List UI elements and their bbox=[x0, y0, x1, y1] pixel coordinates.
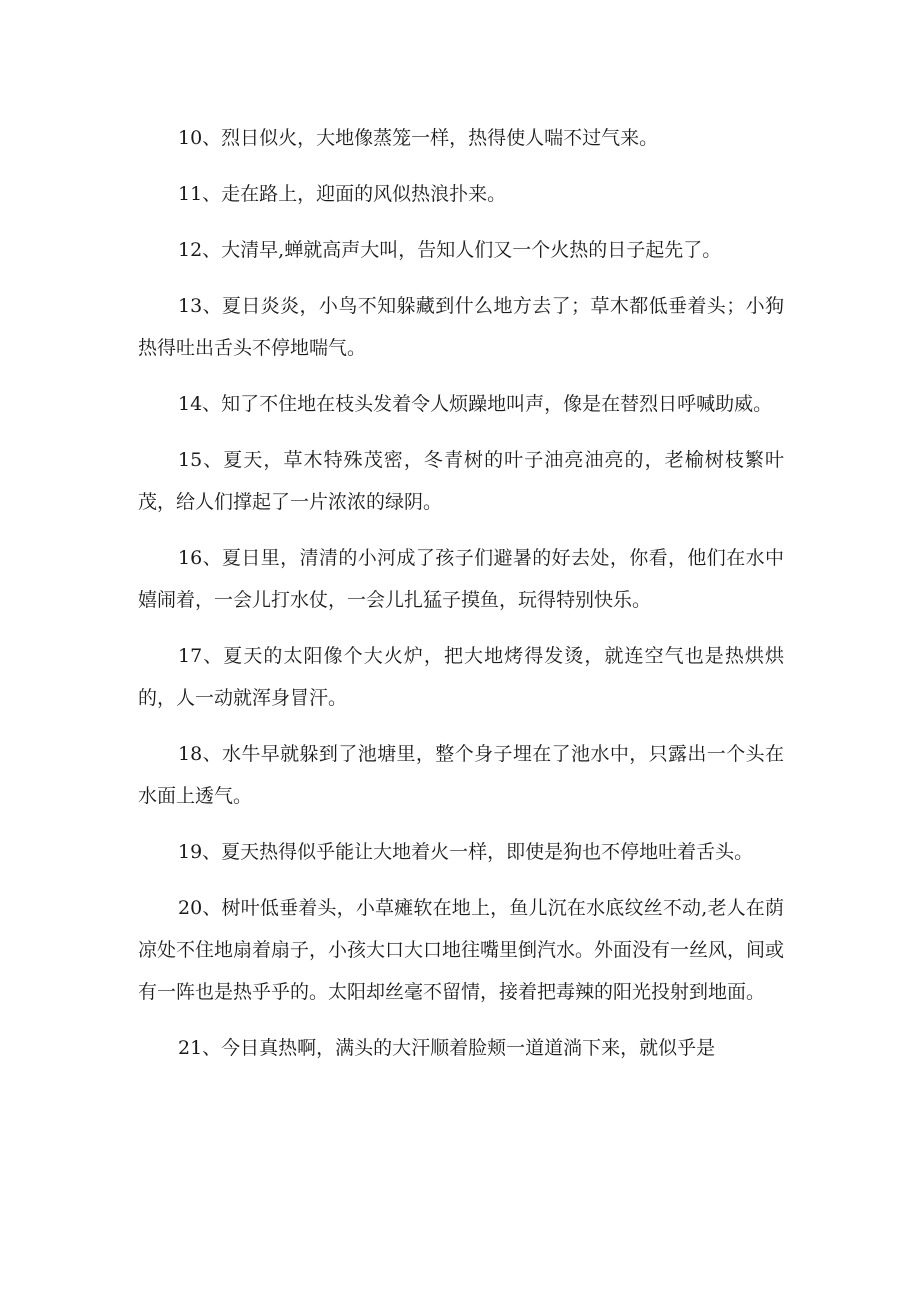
paragraph-16: 16、夏日里，清清的小河成了孩子们避暑的好去处，你看，他们在水中嬉闹着，一会儿打水仗，一会儿扎猛子摸鱼，玩得特别快乐。 bbox=[138, 547, 784, 611]
paragraph-17: 17、夏天的太阳像个大火炉，把大地烤得发烫，就连空气也是热烘烘的，人一动就浑身冒汗。 bbox=[138, 645, 784, 709]
paragraph-20: 20、树叶低垂着头，小草瘫软在地上，鱼儿沉在水底纹丝不动,老人在荫凉处不住地扇着扇子，小孩大口大口地往嘴里倒汽水。外面没有一丝风，间或有一阵也是热乎乎的。太阳却丝毫不留情，接着把毒辣的阳光投射到地面。 bbox=[138, 897, 785, 1003]
document-body bbox=[138, 117, 784, 1083]
paragraph-19: 19、夏天热得似乎能让大地着火一样，即使是狗也不停地吐着舌头。 bbox=[178, 841, 754, 863]
paragraph-21: 21、今日真热啊，满头的大汗顺着脸颊一道道淌下来，就似乎是 bbox=[178, 1037, 716, 1059]
paragraph-13: 13、夏日炎炎，小鸟不知躲藏到什么地方去了；草木都低垂着头；小狗热得吐出舌头不停地喘气。 bbox=[138, 295, 784, 359]
paragraph-12: 12、大清早,蝉就高声大叫，告知人们又一个火热的日子起先了。 bbox=[178, 239, 722, 261]
paragraph-10: 10、烈日似火，大地像蒸笼一样，热得使人喘不过气来。 bbox=[178, 127, 659, 149]
paragraph-14: 14、知了不住地在枝头发着令人烦躁地叫声，像是在替烈日呼喊助威。 bbox=[178, 393, 773, 415]
paragraph-18: 18、水牛早就躲到了池塘里，整个身子埋在了池水中，只露出一个头在水面上透气。 bbox=[138, 743, 784, 807]
paragraph-15: 15、夏天，草木特殊茂密，冬青树的叶子油亮油亮的，老榆树枝繁叶茂，给人们撑起了一片浓浓的绿阴。 bbox=[138, 449, 784, 513]
paragraph-11: 11、走在路上，迎面的风似热浪扑来。 bbox=[178, 183, 507, 205]
